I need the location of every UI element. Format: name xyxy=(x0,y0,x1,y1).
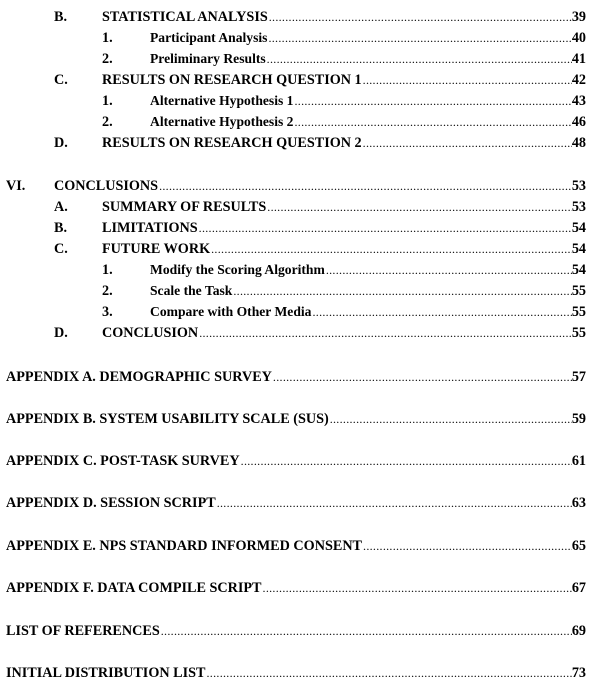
toc-entry-page-number: 59 xyxy=(571,411,586,427)
toc-entry-number: 1. xyxy=(102,262,113,278)
toc-entry-title: Preliminary Results xyxy=(150,51,266,66)
dot-leader xyxy=(266,198,572,216)
toc-entry-number: 3. xyxy=(102,304,113,320)
toc-entry-body xyxy=(6,410,586,428)
dot-leader xyxy=(210,240,572,258)
toc-entry-title: RESULTS ON RESEARCH QUESTION 2 xyxy=(102,135,362,151)
dot-leader xyxy=(325,261,572,279)
toc-entry-number: 1. xyxy=(102,93,113,109)
toc-entry-conclusions-chapter[interactable] xyxy=(0,177,586,195)
toc-entry-page-number: 69 xyxy=(571,623,586,639)
toc-entry-summary-of-results[interactable] xyxy=(0,198,586,216)
toc-entry-compare-other-media[interactable] xyxy=(0,303,586,321)
toc-entry-page-number: 55 xyxy=(571,325,586,341)
toc-entry-title: Participant Analysis xyxy=(150,30,268,45)
toc-entry-title: Alternative Hypothesis 2 xyxy=(150,114,294,129)
toc-entry-body xyxy=(150,29,586,47)
toc-entry-page-number: 41 xyxy=(571,51,586,67)
toc-entry-body xyxy=(6,579,586,597)
dot-leader xyxy=(198,324,572,342)
toc-entry-preliminary-results[interactable] xyxy=(0,50,586,68)
dot-leader xyxy=(158,177,572,195)
toc-entry-alternative-hypothesis-1[interactable] xyxy=(0,92,586,110)
toc-entry-appendix-b[interactable] xyxy=(0,410,586,428)
toc-entry-body xyxy=(6,622,586,640)
toc-entry-statistical-analysis[interactable] xyxy=(0,8,586,26)
toc-entry-body xyxy=(150,92,586,110)
toc-entry-title: LIST OF REFERENCES xyxy=(6,623,160,639)
toc-entry-title: RESULTS ON RESEARCH QUESTION 1 xyxy=(102,72,362,88)
toc-entry-page-number: 43 xyxy=(571,93,586,109)
dot-leader xyxy=(268,8,572,26)
toc-entry-title: APPENDIX A. DEMOGRAPHIC SURVEY xyxy=(6,369,272,385)
toc-entry-body xyxy=(6,537,586,555)
dot-leader xyxy=(362,134,572,152)
toc-entry-title: Scale the Task xyxy=(150,283,233,298)
toc-entry-number: A. xyxy=(54,199,68,215)
dot-leader xyxy=(267,29,571,47)
toc-entry-appendix-d[interactable] xyxy=(0,494,586,512)
toc-entry-number: VI. xyxy=(6,178,26,194)
toc-entry-body xyxy=(102,198,586,216)
toc-entry-title: APPENDIX C. POST-TASK SURVEY xyxy=(6,453,240,469)
toc-entry-body xyxy=(102,8,586,26)
toc-entry-title: Compare with Other Media xyxy=(150,304,312,319)
toc-entry-page-number: 63 xyxy=(571,495,586,511)
dot-leader xyxy=(311,303,571,321)
toc-entry-page-number: 54 xyxy=(571,241,586,257)
dot-leader xyxy=(266,50,572,68)
dot-leader xyxy=(272,368,572,386)
toc-entry-title: APPENDIX B. SYSTEM USABILITY SCALE (SUS) xyxy=(6,411,329,427)
toc-entry-title: INITIAL DISTRIBUTION LIST xyxy=(6,665,206,681)
toc-entry-page-number: 55 xyxy=(571,304,586,320)
toc-entry-modify-scoring-algorithm[interactable] xyxy=(0,261,586,279)
toc-entry-body xyxy=(150,303,586,321)
toc-entry-title: APPENDIX D. SESSION SCRIPT xyxy=(6,495,216,511)
toc-entry-page-number: 61 xyxy=(571,453,586,469)
toc-entry-body xyxy=(150,261,586,279)
toc-entry-page-number: 48 xyxy=(571,135,586,151)
toc-entry-appendix-e[interactable] xyxy=(0,537,586,555)
toc-entry-number: B. xyxy=(54,9,68,25)
toc-entry-body xyxy=(150,113,586,131)
dot-leader xyxy=(160,622,572,640)
dot-leader xyxy=(216,494,572,512)
toc-entry-title: STATISTICAL ANALYSIS xyxy=(102,9,268,25)
toc-entry-number: 2. xyxy=(102,283,113,299)
toc-entry-number: 1. xyxy=(102,30,113,46)
toc-entry-alternative-hypothesis-2[interactable] xyxy=(0,113,586,131)
toc-entry-appendix-c[interactable] xyxy=(0,452,586,470)
dot-leader xyxy=(206,664,572,682)
toc-entry-page-number: 73 xyxy=(571,665,586,681)
toc-entry-number: 2. xyxy=(102,114,113,130)
toc-entry-body xyxy=(102,134,586,152)
dot-leader xyxy=(293,92,571,110)
toc-entry-body xyxy=(6,664,586,682)
toc-entry-limitations[interactable] xyxy=(0,219,586,237)
dot-leader xyxy=(240,452,572,470)
toc-entry-title: CONCLUSION xyxy=(102,325,199,341)
toc-entry-title: SUMMARY OF RESULTS xyxy=(102,199,267,215)
toc-entry-title: APPENDIX E. NPS STANDARD INFORMED CONSENT xyxy=(6,538,363,554)
toc-entry-number: B. xyxy=(54,220,68,236)
toc-entry-page-number: 57 xyxy=(571,369,586,385)
toc-entry-number: C. xyxy=(54,241,68,257)
dot-leader xyxy=(198,219,572,237)
dot-leader xyxy=(232,282,571,300)
toc-entry-number: D. xyxy=(54,325,68,341)
toc-entry-page-number: 53 xyxy=(571,199,586,215)
toc-entry-page-number: 54 xyxy=(571,220,586,236)
toc-entry-body xyxy=(6,452,586,470)
dot-leader xyxy=(362,71,572,89)
dot-leader xyxy=(362,537,572,555)
dot-leader xyxy=(293,113,571,131)
toc-entry-body xyxy=(150,50,586,68)
toc-entry-participant-analysis[interactable] xyxy=(0,29,586,47)
toc-entry-body xyxy=(102,219,586,237)
toc-entry-list-of-references[interactable] xyxy=(0,622,586,640)
toc-entry-page-number: 39 xyxy=(571,9,586,25)
toc-entry-appendix-a[interactable] xyxy=(0,368,586,386)
toc-entry-title: FUTURE WORK xyxy=(102,241,211,257)
dot-leader xyxy=(262,579,572,597)
toc-entry-body xyxy=(54,177,586,195)
toc-entry-results-research-question-2[interactable] xyxy=(0,134,586,152)
dot-leader xyxy=(329,410,572,428)
toc-entry-page-number: 42 xyxy=(571,72,586,88)
toc-entry-page-number: 40 xyxy=(571,30,586,46)
toc-entry-body xyxy=(6,494,586,512)
toc-entry-page-number: 54 xyxy=(571,262,586,278)
toc-entry-title: Alternative Hypothesis 1 xyxy=(150,93,294,108)
toc-entry-body xyxy=(6,368,586,386)
toc-entry-body xyxy=(102,71,586,89)
toc-entry-body xyxy=(150,282,586,300)
toc-entry-number: D. xyxy=(54,135,68,151)
toc-entry-future-work[interactable] xyxy=(0,240,586,258)
toc-entry-conclusion[interactable] xyxy=(0,324,586,342)
toc-entry-page-number: 65 xyxy=(571,538,586,554)
toc-entry-scale-the-task[interactable] xyxy=(0,282,586,300)
toc-entry-title: LIMITATIONS xyxy=(102,220,198,236)
toc-entry-initial-distribution-list[interactable] xyxy=(0,664,586,682)
toc-entry-page-number: 67 xyxy=(571,580,586,596)
toc-entry-page-number: 53 xyxy=(571,178,586,194)
toc-entry-page-number: 55 xyxy=(571,283,586,299)
toc-entry-title: APPENDIX F. DATA COMPILE SCRIPT xyxy=(6,580,262,596)
toc-entry-title: CONCLUSIONS xyxy=(54,178,159,194)
toc-entry-page-number: 46 xyxy=(571,114,586,130)
toc-entry-title: Modify the Scoring Algorithm xyxy=(150,262,325,277)
toc-entry-body xyxy=(102,240,586,258)
toc-entry-number: 2. xyxy=(102,51,113,67)
toc-entry-appendix-f[interactable] xyxy=(0,579,586,597)
toc-entry-number: C. xyxy=(54,72,68,88)
toc-entry-results-research-question-1[interactable] xyxy=(0,71,586,89)
toc-entry-body xyxy=(102,324,586,342)
